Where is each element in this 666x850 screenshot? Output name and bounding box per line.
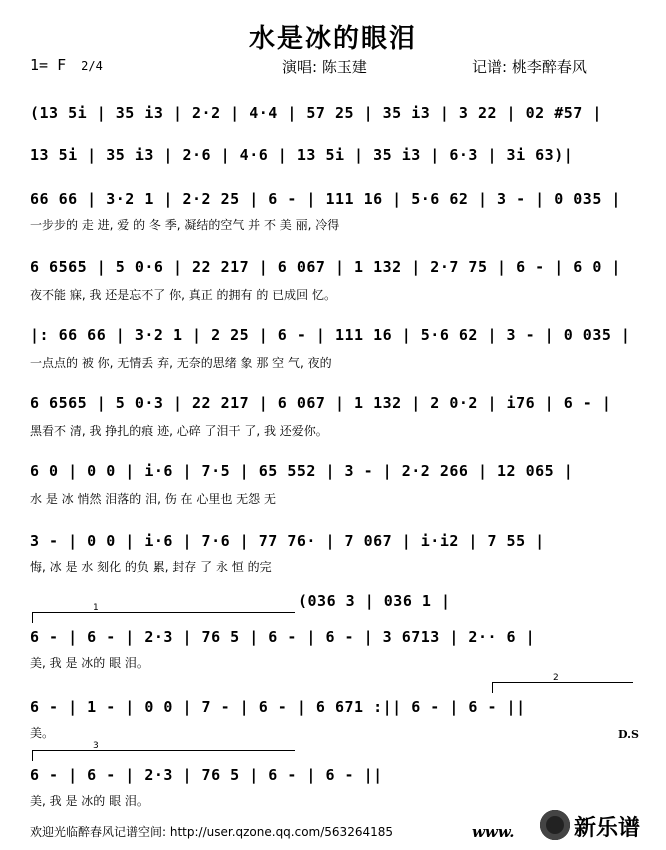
lyric-line: 一点点的 被 你, 无情丢 弃, 无奈的思绪 象 那 空 气, 夜的: [30, 356, 332, 370]
notation-line: 6 0 | 0 0 | i·6 | 7·5 | 65 552 | 3 - | 2·2 266 | 12 065 |: [30, 462, 574, 480]
notation-line: 6 6565 | 5 0·3 | 22 217 | 6 067 | 1 132 | 2 0·2 | i76 | 6 - |: [30, 394, 612, 412]
logo-text: 新乐谱: [574, 816, 641, 841]
key-label: 1= F: [30, 56, 67, 74]
volta-number: 1: [93, 603, 99, 613]
song-title: 水是冰的眼泪: [248, 24, 417, 54]
lyric-line: 美, 我 是 冰的 眼 泪。: [30, 656, 149, 670]
lyric-line: 黑看不 清, 我 挣扎的痕 迹, 心碎 了泪干 了, 我 还爱你。: [30, 424, 328, 438]
dal-segno-mark: D.S: [618, 728, 639, 741]
volta-bracket-3: [32, 741, 295, 761]
volta-bracket-1: [32, 603, 295, 623]
arranger-credit: 记谱: 桃李醉春风: [472, 58, 587, 76]
volta-number: 2: [553, 673, 559, 683]
singer-credit: 演唱: 陈玉建: [282, 58, 367, 76]
lyric-line: 水 是 冰 悄然 泪落的 泪, 伤 在 心里也 无怨 无: [30, 492, 276, 506]
lyric-line: 夜不能 寐, 我 还是忘不了 你, 真正 的拥有 的 已成回 忆。: [30, 288, 336, 302]
notation-line: 6 6565 | 5 0·6 | 22 217 | 6 067 | 1 132 | 2·7 75 | 6 - | 6 0 |: [30, 258, 621, 276]
lyric-line: [30, 128, 632, 146]
lyric-line: 美。: [30, 726, 55, 740]
site-watermark: www.: [472, 823, 515, 841]
volta-number: 3: [93, 741, 99, 751]
notation-line: 6 - | 6 - | 2·3 | 76 5 | 6 - | 6 - | 3 6713 | 2·· 6 |: [30, 628, 536, 646]
notation-line: 6 - | 1 - | 0 0 | 7 - | 6 - | 6 671 :|| 6 - | 6 - ||: [30, 698, 526, 716]
notation-line: 13 5i | 35 i3 | 2·6 | 4·6 | 13 5i | 35 i3 | 6·3 | 3i 63)|: [30, 146, 574, 164]
lyric-line: 悔, 冰 是 水 刻化 的负 累, 封存 了 永 恒 的完: [30, 560, 272, 574]
notation-line: 66 66 | 3·2 1 | 2·2 25 | 6 - | 111 16 | 5·6 62 | 3 - | 0 035 |: [30, 190, 621, 208]
footer-credit: 欢迎光临醉春风记谱空间: http://user.qzone.qq.com/563264185: [30, 825, 394, 839]
music-disc-icon: [540, 810, 570, 840]
time-signature: 2/4: [81, 59, 103, 73]
notation-line: 3 - | 0 0 | i·6 | 7·6 | 77 76· | 7 067 | i·i2 | 7 55 |: [30, 532, 545, 550]
notation-line: |: 66 66 | 3·2 1 | 2 25 | 6 - | 111 16 | 5·6 62 | 3 - | 0 035 |: [30, 326, 631, 344]
site-logo: [540, 808, 658, 844]
notation-line: (13 5i | 35 i3 | 2·2 | 4·4 | 57 25 | 35 i3 | 3 22 | 02 #57 |: [30, 104, 602, 122]
volta-bracket-2: [492, 673, 633, 693]
interlude-notation: (036 3 | 036 1 |: [298, 592, 451, 610]
notation-line: 6 - | 6 - | 2·3 | 76 5 | 6 - | 6 - ||: [30, 766, 383, 784]
lyric-line: 美, 我 是 冰的 眼 泪。: [30, 794, 149, 808]
key-signature: [30, 56, 103, 74]
lyric-line: 一步步的 走 进, 爱 的 冬 季, 凝结的空气 并 不 美 丽, 冷得: [30, 218, 340, 232]
lyric-line: [30, 170, 632, 188]
